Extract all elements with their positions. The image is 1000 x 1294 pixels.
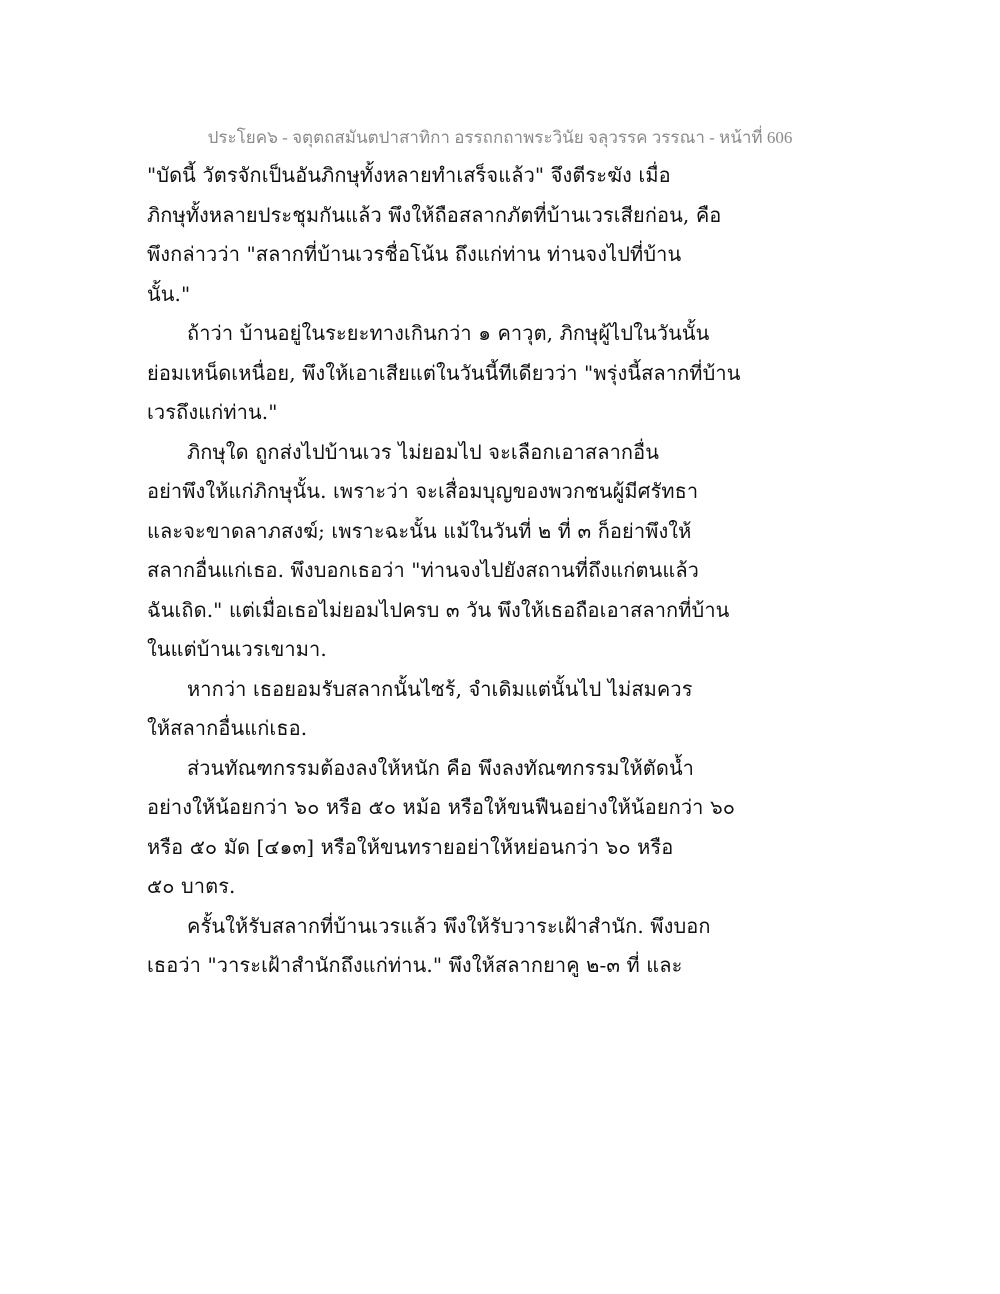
text-line: นั้น."	[147, 281, 191, 306]
text-line: พึงกล่าวว่า "สลากที่บ้านเวรชื่อโน้น ถึงแก่ท่าน ท่านจงไปที่บ้าน	[147, 242, 682, 266]
text-line: "บัดนี้ วัตรจักเป็นอันภิกษุทั้งหลายทำเสร็จแล้ว" จึงตีระฆัง เมื่อ	[147, 163, 671, 187]
text-line: หรือ ๕๐ มัด [๔๑๓] หรือให้ขนทรายอย่าให้หย่อนกว่า ๖๐ หรือ	[147, 834, 674, 859]
paragraph-4	[147, 674, 767, 753]
paragraph-5	[147, 753, 767, 911]
text-line: ๕๐ บาตร.	[147, 874, 236, 898]
text-line: อย่างให้น้อยกว่า ๖๐ หรือ ๕๐ หม้อ หรือให้ขนฟืนอย่างให้น้อยกว่า ๖๐	[147, 795, 736, 819]
text-line: อย่าพึงให้แก่ภิกษุนั้น. เพราะว่า จะเสื่อมบุญของพวกชนผู้มีศรัทธา	[147, 479, 699, 503]
text-line: ส่วนทัณฑกรรมต้องลงให้หนัก คือ พึงลงทัณฑกรรมให้ตัดน้ำ	[187, 755, 694, 780]
paragraph-6	[147, 911, 767, 990]
text-line: หากว่า เธอยอมรับสลากนั้นไซร้, จำเดิมแต่นั้นไป ไม่สมควร	[187, 676, 693, 701]
document-body	[147, 160, 767, 990]
page-header	[0, 124, 1000, 151]
paragraph-2	[147, 318, 767, 437]
text-line: ภิกษุทั้งหลายประชุมกันแล้ว พึงให้ถือสลากภัตที่บ้านเวรเสียก่อน, คือ	[147, 202, 722, 227]
page-header-text: ประโยค๖ - จตุตถสมันตปาสาทิกา อรรถกถาพระวินัย จลุวรรค วรรณา - หน้าที่ 606	[207, 128, 793, 147]
text-line: ในแต่บ้านเวรเขามา.	[147, 637, 327, 661]
paragraph-3	[147, 437, 767, 674]
text-line: ถ้าว่า บ้านอยู่ในระยะทางเกินกว่า ๑ คาวุต, ภิกษุผู้ไปในวันนั้น	[187, 321, 710, 345]
text-line: ให้สลากอื่นแก่เธอ.	[147, 716, 308, 740]
text-line: เธอว่า "วาระเฝ้าสำนักถึงแก่ท่าน." พึงให้สลากยาคู ๒-๓ ที่ และ	[147, 953, 683, 977]
text-line: เวรถึงแก่ท่าน."	[147, 400, 278, 424]
paragraph-1	[147, 160, 767, 318]
text-line: ครั้นให้รับสลากที่บ้านเวรแล้ว พึงให้รับวาระเฝ้าสำนัก. พึงบอก	[187, 913, 711, 938]
text-line: ภิกษุใด ถูกส่งไปบ้านเวร ไม่ยอมไป จะเลือกเอาสลากอื่น	[187, 439, 660, 464]
text-line: และจะขาดลาภสงฆ์; เพราะฉะนั้น แม้ในวันที่ ๒ ที่ ๓ ก็อย่าพึงให้	[147, 518, 692, 543]
text-line: สลากอื่นแก่เธอ. พึงบอกเธอว่า "ท่านจงไปยังสถานที่ถึงแก่ตนแล้ว	[147, 558, 700, 582]
text-line: ย่อมเหน็ดเหนื่อย, พึงให้เอาเสียแต่ในวันนี้ทีเดียวว่า "พรุ่งนี้สลากที่บ้าน	[147, 360, 741, 385]
text-line: ฉันเถิด." แต่เมื่อเธอไม่ยอมไปครบ ๓ วัน พึงให้เธอถือเอาสลากที่บ้าน	[147, 597, 730, 622]
